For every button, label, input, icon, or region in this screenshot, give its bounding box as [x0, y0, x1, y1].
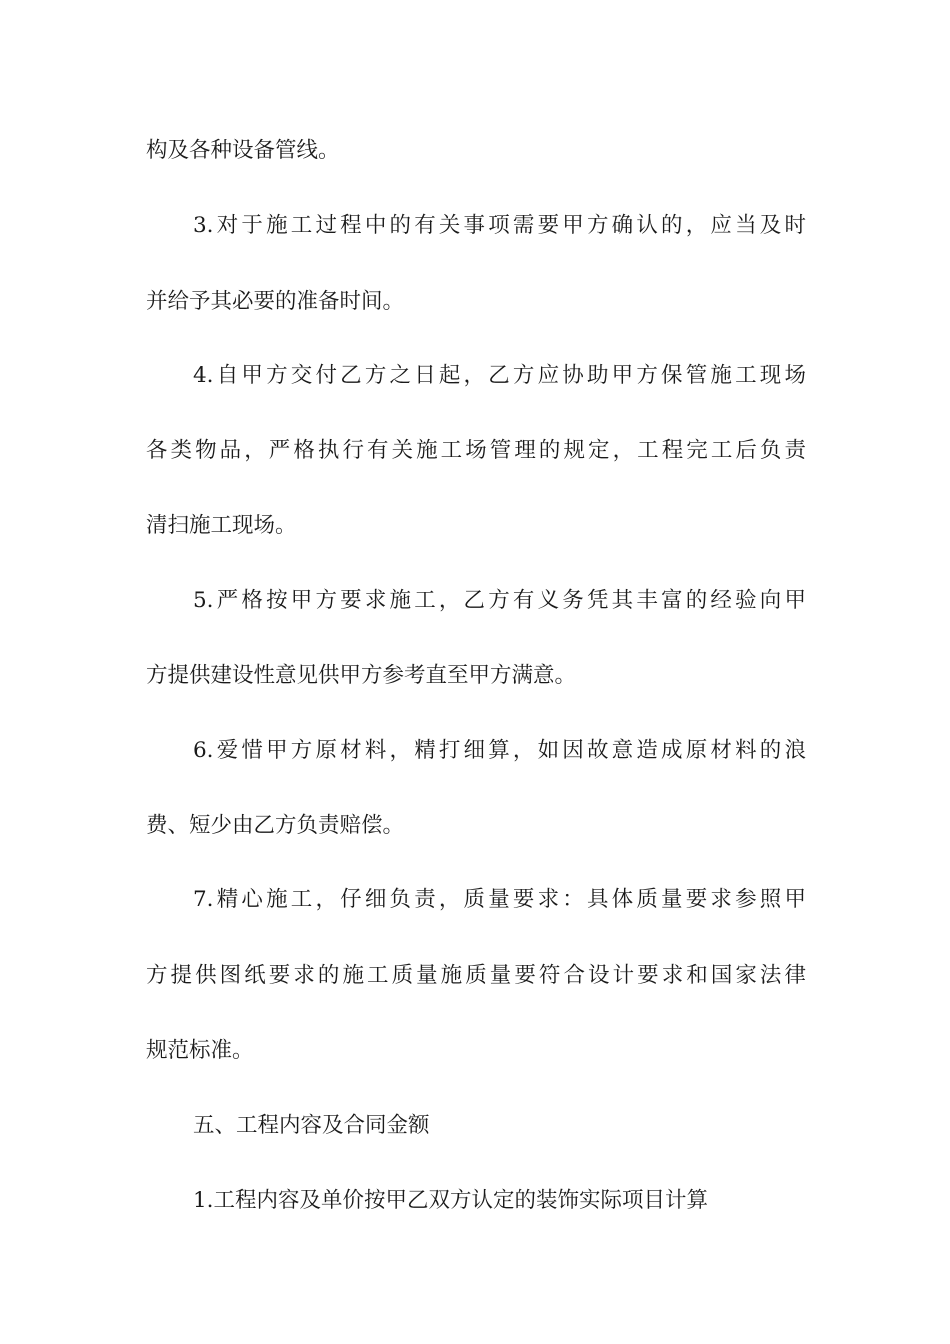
text-line: 1.工程内容及单价按甲乙双方认定的装饰实际项目计算	[193, 1188, 709, 1213]
text-line: 方提供图纸要求的施工质量施质量要符合设计要求和国家法律	[146, 963, 806, 988]
text-line: 并给予其必要的准备时间。	[146, 289, 405, 314]
text-line: 7.精心施工，仔细负责，质量要求：具体质量要求参照甲	[193, 887, 806, 912]
text-line: 各类物品，严格执行有关施工场管理的规定，工程完工后负责	[146, 438, 806, 463]
text-line: 清扫施工现场。	[146, 513, 297, 538]
text-line: 3.对于施工过程中的有关事项需要甲方确认的，应当及时	[193, 213, 806, 238]
text-line: 方提供建设性意见供甲方参考直至甲方满意。	[146, 663, 577, 688]
text-line: 6.爱惜甲方原材料，精打细算，如因故意造成原材料的浪	[193, 738, 806, 763]
text-line: 构及各种设备管线。	[146, 138, 340, 163]
text-line: 费、短少由乙方负责赔偿。	[146, 813, 405, 838]
text-line: 规范标准。	[146, 1038, 254, 1063]
text-line: 4.自甲方交付乙方之日起，乙方应协助甲方保管施工现场	[193, 363, 806, 388]
text-line: 5.严格按甲方要求施工，乙方有义务凭其丰富的经验向甲	[193, 588, 806, 613]
section-heading: 五、工程内容及合同金额	[193, 1113, 430, 1138]
